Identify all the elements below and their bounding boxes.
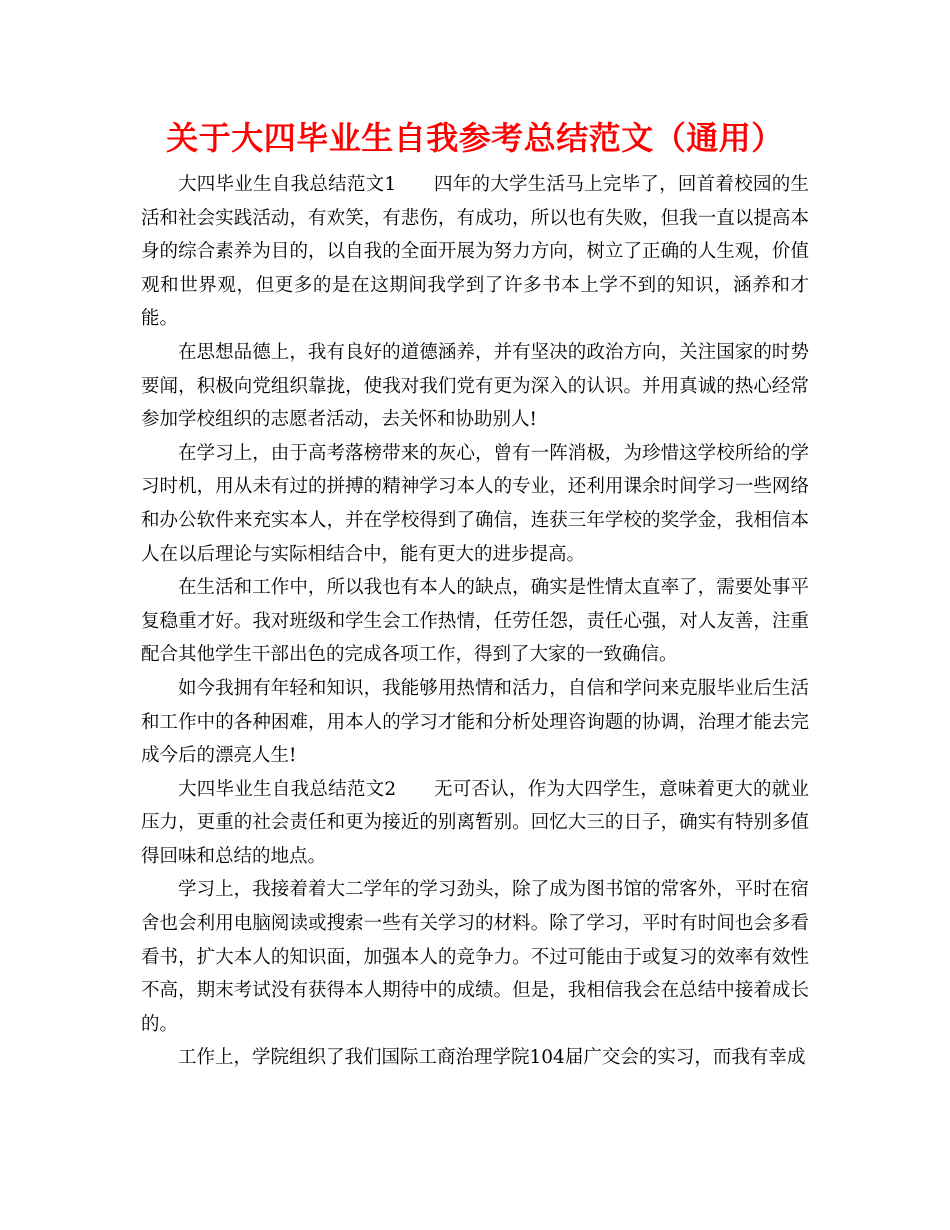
document-title: 关于大四毕业生自我参考总结范文（通用） [166,119,784,157]
paragraph-8: 工作上，学院组织了我们国际工商治理学院104届广交会的实习，而我有幸成 [178,1047,806,1069]
paragraph-4: 在生活和工作中，所以我也有本人的缺点，确实是性情太直率了，需要处事平复稳重才好。我对班级和学生会工作热情，任劳任怨，责任心强，对人友善，注重配合其他学生干部出色的完成各项工作，得到了大家的一致确信。 [141,577,809,666]
paragraph-1: 大四毕业生自我总结范文1 四年的大学生活马上完毕了，回首着校园的生活和社会实践活动，有欢笑，有悲伤，有成功，所以也有失败，但我一直以提高本身的综合素养为目的，以自我的全面开展为努力方向，树立了正确的人生观，价值观和世界观，但更多的是在这期间我学到了许多书本上学不到的知识，涵养和才能。 [141,174,809,330]
paragraph-2: 在思想品德上，我有良好的道德涵养，并有坚决的政治方向，关注国家的时势要闻，积极向党组织靠拢，使我对我们党有更为深入的认识。并用真诚的热心经常参加学校组织的志愿者活动，去关怀和协助别人! [141,341,809,431]
document-body [141,168,809,1075]
paragraph-3: 在学习上，由于高考落榜带来的灰心，曾有一阵消极，为珍惜这学校所给的学习时机，用从未有过的拼搏的精神学习本人的专业，还利用课余时间学习一些网络和办公软件来充实本人，并在学校得到了确信，连获三年学校的奖学金，我相信本人在以后理论与实际相结合中，能有更大的进步提高。 [141,442,809,565]
paragraph-7: 学习上，我接着着大二学年的学习劲头，除了成为图书馆的常客外，平时在宿舍也会利用电脑阅读或搜索一些有关学习的材料。除了学习，平时有时间也会多看看书，扩大本人的知识面，加强本人的竞争力。不过可能由于或复习的效率有效性不高，期末考试没有获得本人期待中的成绩。但是，我相信我会在总结中接着成长的。 [141,879,809,1035]
paragraph-5: 如今我拥有年轻和知识，我能够用热情和活力，自信和学问来克服毕业后生活和工作中的各种困难，用本人的学习才能和分析处理咨询题的协调，治理才能去完成今后的漂亮人生! [141,677,809,767]
paragraph-6: 大四毕业生自我总结范文2 无可否认，作为大四学生，意味着更大的就业压力，更重的社会责任和更为接近的别离暂别。回忆大三的日子，确实有特别多值得回味和总结的地点。 [141,778,809,867]
